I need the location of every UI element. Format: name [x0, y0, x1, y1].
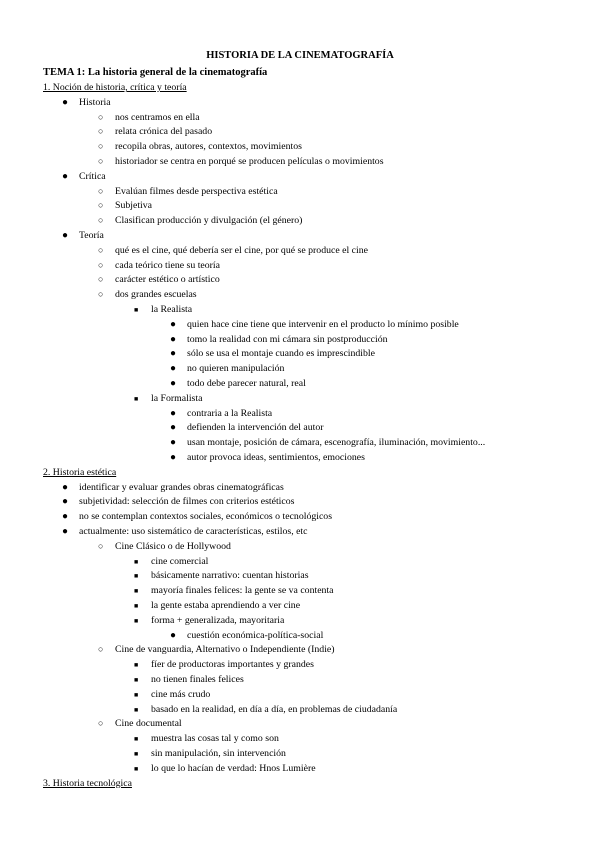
disc-bullet-icon: ●: [170, 363, 177, 375]
square-bullet-icon: ■: [134, 735, 139, 744]
disc-bullet-icon: ●: [170, 452, 177, 463]
square-bullet-icon: ■: [134, 616, 139, 625]
list-item: defienden la intervención del autor: [187, 422, 324, 434]
list-item: subjetividad: selección de filmes con criterios estéticos: [79, 496, 295, 508]
list-item: cuestión económica-política-social: [187, 629, 324, 641]
list-item: qué es el cine, qué debería ser el cine, por qué se produce el cine: [115, 244, 368, 256]
list-item: quien hace cine tiene que intervenir en el producto lo mínimo posible: [187, 318, 459, 330]
document-title: HISTORIA DE LA CINEMATOGRAFÍA: [206, 50, 394, 61]
circle-bullet-icon: ○: [98, 718, 104, 729]
section-heading: 2. Historia estética: [43, 466, 117, 478]
circle-bullet-icon: ○: [98, 274, 104, 285]
list-item: autor provoca ideas, sentimientos, emociones: [187, 452, 365, 463]
circle-bullet-icon: ○: [98, 111, 104, 122]
disc-bullet-icon: ●: [62, 230, 69, 241]
circle-bullet-icon: ○: [98, 289, 104, 300]
disc-bullet-icon: ●: [62, 511, 69, 523]
list-item: la gente estaba aprendiendo a ver cine: [151, 600, 301, 611]
circle-bullet-icon: ○: [98, 126, 104, 137]
section-heading: 1. Noción de historia, crítica y teoría: [43, 82, 187, 93]
list-item: identificar y evaluar grandes obras cinematográficas: [79, 481, 284, 493]
square-bullet-icon: ■: [134, 306, 139, 314]
list-item: cada teórico tiene su teoría: [115, 259, 220, 271]
list-item: la Formalista: [151, 392, 203, 404]
disc-bullet-icon: ●: [170, 629, 177, 641]
tema-heading: TEMA 1: La historia general de la cinematografía: [43, 67, 268, 78]
list-item: Cine documental: [115, 718, 182, 730]
disc-bullet-icon: ●: [170, 422, 177, 434]
square-bullet-icon: ■: [134, 587, 139, 596]
circle-bullet-icon: ○: [98, 200, 104, 211]
disc-bullet-icon: ●: [62, 170, 69, 182]
list-item: dos grandes escuelas: [115, 289, 197, 301]
list-item: contraria a la Realista: [187, 407, 273, 419]
list-item: Cine Clásico o de Hollywood: [115, 540, 231, 552]
circle-bullet-icon: ○: [98, 244, 104, 255]
list-item: fíer de productoras importantes y grandes: [151, 659, 314, 671]
disc-bullet-icon: ●: [62, 481, 69, 493]
list-item: Historia: [79, 96, 111, 108]
list-item: relata crónica del pasado: [115, 126, 213, 138]
square-bullet-icon: ■: [134, 750, 139, 758]
disc-bullet-icon: ●: [170, 348, 177, 360]
list-item: historiador se centra en porqué se producen películas o movimientos: [115, 156, 384, 167]
disc-bullet-icon: ●: [170, 333, 177, 345]
list-item: actualmente: uso sistemático de características, estilos, etc: [79, 526, 308, 537]
list-item: lo que lo hacían de verdad: Hnos Lumière: [151, 762, 316, 774]
circle-bullet-icon: ○: [98, 644, 104, 655]
list-item: cine más crudo: [151, 688, 211, 700]
list-item: la Realista: [151, 304, 193, 315]
list-item: Evalúan filmes desde perspectiva estética: [115, 185, 278, 197]
list-item: usan montaje, posición de cámara, escenografía, iluminación, movimiento...: [187, 437, 486, 449]
list-item: sólo se usa el montaje cuando es imprescindible: [187, 348, 375, 360]
list-item: basado en la realidad, en día a día, en problemas de ciudadanía: [151, 703, 398, 715]
square-bullet-icon: ■: [134, 676, 139, 684]
list-item: Subjetiva: [115, 200, 153, 212]
disc-bullet-icon: ●: [170, 437, 177, 449]
square-bullet-icon: ■: [134, 394, 139, 403]
square-bullet-icon: ■: [134, 557, 139, 566]
disc-bullet-icon: ●: [170, 407, 177, 419]
disc-bullet-icon: ●: [170, 318, 177, 330]
disc-bullet-icon: ●: [170, 378, 177, 389]
circle-bullet-icon: ○: [98, 185, 104, 196]
list-item: básicamente narrativo: cuentan historias: [151, 570, 309, 582]
list-item: mayoría finales felices: la gente se va contenta: [151, 585, 334, 597]
list-item: no tienen finales felices: [151, 674, 244, 685]
disc-bullet-icon: ●: [62, 526, 69, 537]
square-bullet-icon: ■: [134, 602, 139, 610]
circle-bullet-icon: ○: [98, 156, 104, 166]
list-item: no se contemplan contextos sociales, económicos o tecnológicos: [79, 511, 333, 523]
list-item: Cine de vanguardia, Alternativo o Independiente (Indie): [115, 644, 335, 656]
square-bullet-icon: ■: [134, 705, 139, 714]
list-item: recopila obras, autores, contextos, movimientos: [115, 141, 302, 153]
list-item: forma + generalizada, mayoritaria: [151, 614, 285, 626]
circle-bullet-icon: ○: [98, 141, 104, 152]
list-item: carácter estético o artístico: [115, 274, 220, 286]
list-item: sin manipulación, sin intervención: [151, 748, 286, 759]
list-item: tomo la realidad con mi cámara sin postproducción: [187, 333, 388, 345]
list-item: todo debe parecer natural, real: [187, 378, 306, 389]
list-item: Crítica: [79, 170, 106, 182]
square-bullet-icon: ■: [134, 690, 139, 699]
square-bullet-icon: ■: [134, 661, 139, 670]
disc-bullet-icon: ●: [62, 496, 69, 508]
list-item: cine comercial: [151, 555, 209, 567]
circle-bullet-icon: ○: [98, 540, 104, 551]
circle-bullet-icon: ○: [98, 215, 104, 226]
list-item: Teoría: [79, 230, 104, 241]
circle-bullet-icon: ○: [98, 259, 104, 270]
disc-bullet-icon: ●: [62, 96, 69, 108]
list-item: nos centramos en ella: [115, 111, 200, 123]
list-item: Clasifican producción y divulgación (el género): [115, 215, 303, 227]
list-item: muestra las cosas tal y como son: [151, 733, 279, 745]
square-bullet-icon: ■: [134, 572, 139, 581]
list-item: no quieren manipulación: [187, 363, 285, 375]
square-bullet-icon: ■: [134, 764, 139, 773]
section-heading: 3. Historia tecnológica: [43, 777, 132, 789]
